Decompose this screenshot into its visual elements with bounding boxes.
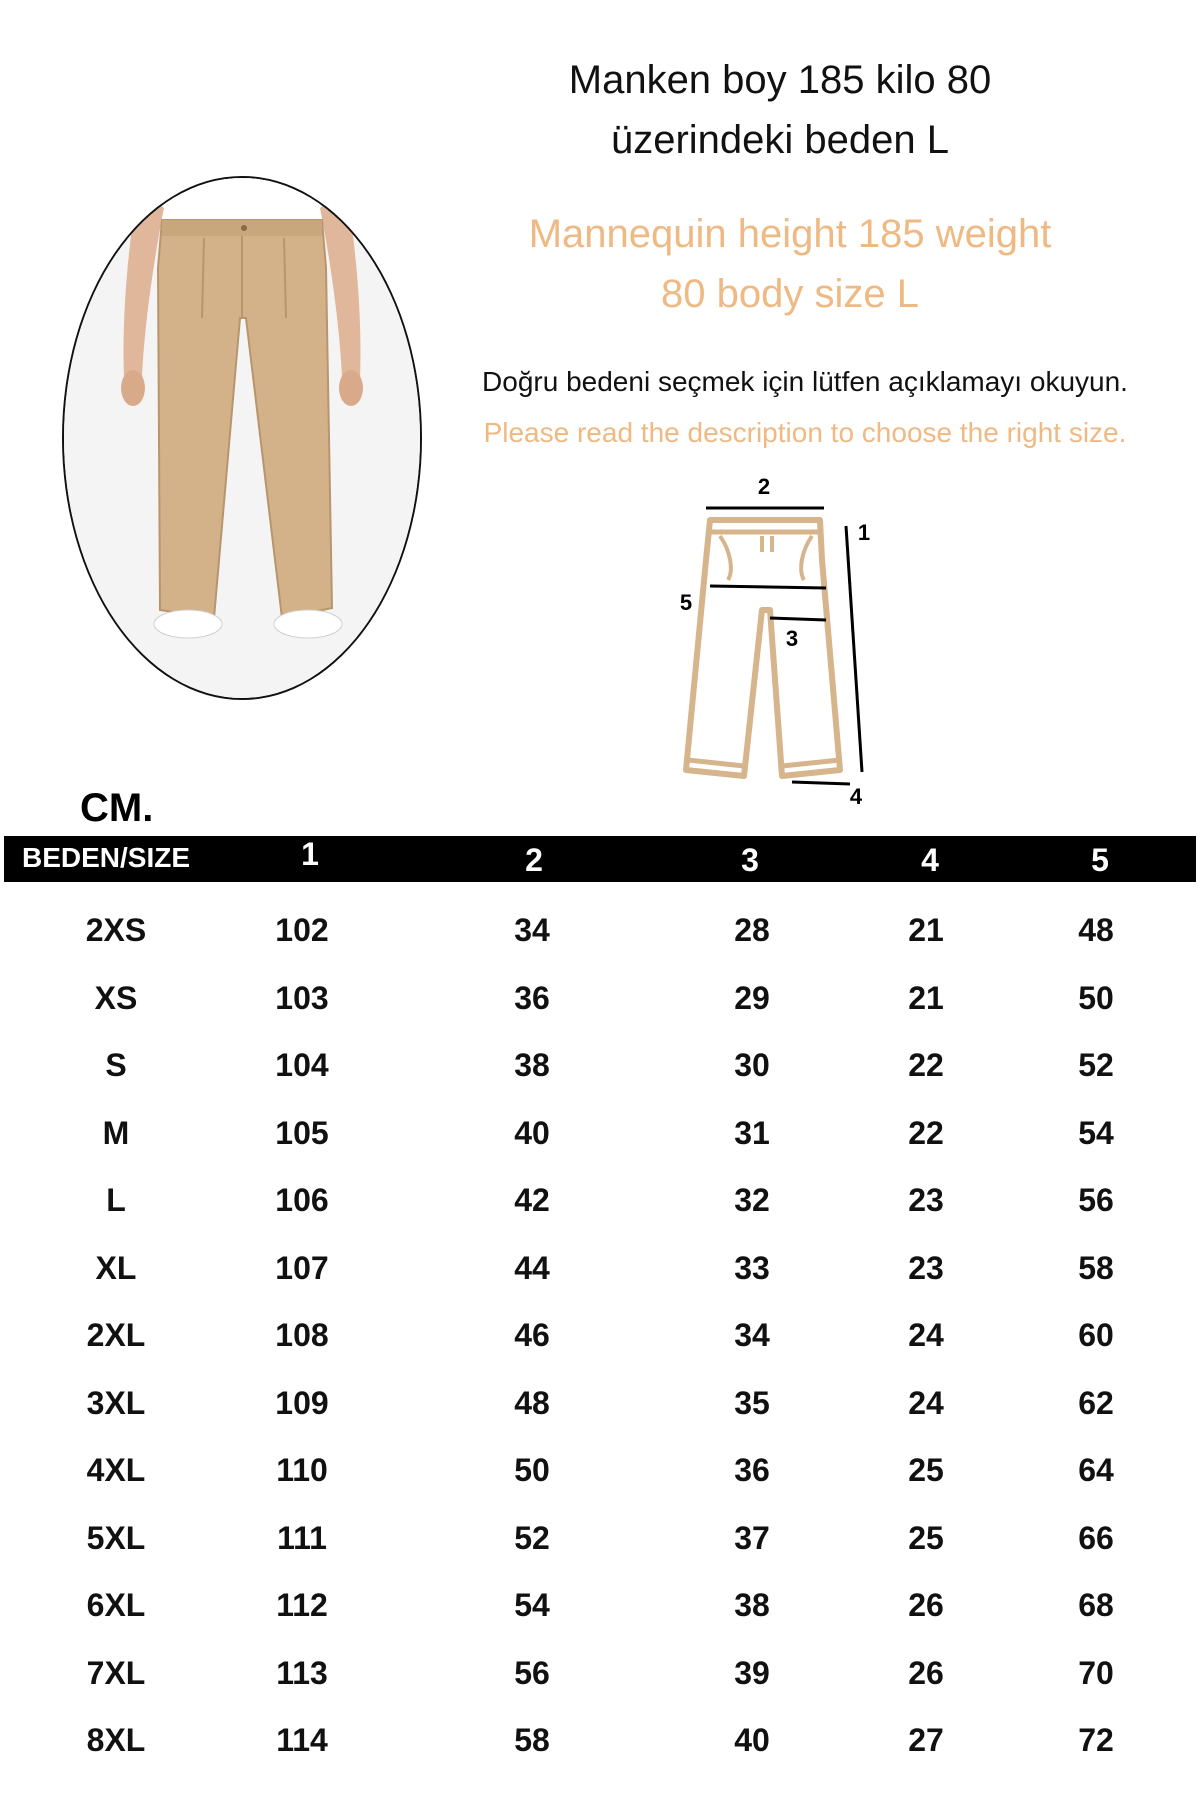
- measure-cell-3: 37: [734, 1519, 770, 1556]
- measure-cell-5: 60: [1078, 1317, 1114, 1353]
- diagram-label-2: 2: [757, 474, 771, 499]
- measure-cell-4: 22: [908, 1047, 944, 1083]
- size-cell: 7XL: [86, 1654, 146, 1691]
- size-cell: XL: [95, 1249, 137, 1286]
- measure-cell-3: 35: [734, 1384, 770, 1421]
- measure-cell-4: 24: [908, 1384, 944, 1421]
- size-cell: S: [105, 1047, 127, 1083]
- size-cell: M: [102, 1114, 130, 1151]
- size-note-en: Please read the description to choose the right size.: [483, 417, 1127, 448]
- measure-cell-3: 32: [734, 1182, 770, 1218]
- measure-cell-2: 40: [514, 1114, 550, 1151]
- measure-cell-3: 30: [734, 1047, 770, 1083]
- measure-cell-5: 56: [1078, 1182, 1114, 1218]
- measure-cell-2: 54: [514, 1587, 550, 1623]
- trousers-measurement-diagram: [650, 470, 910, 820]
- diagram-label-3: 3: [785, 626, 799, 651]
- diagram-label-1: 1: [857, 520, 871, 545]
- measure-cell-1: 103: [275, 979, 329, 1016]
- measure-cell-5: 64: [1078, 1452, 1114, 1488]
- column-header-5: 5: [1091, 842, 1109, 878]
- measure-cell-2: 44: [514, 1249, 550, 1286]
- size-cell: L: [106, 1182, 126, 1218]
- measure-cell-2: 50: [514, 1452, 550, 1488]
- size-cell: 4XL: [86, 1452, 146, 1488]
- measure-cell-1: 104: [275, 1047, 329, 1083]
- measure-cell-4: 27: [908, 1722, 944, 1758]
- measure-cell-4: 22: [908, 1114, 944, 1151]
- measure-cell-2: 42: [514, 1182, 550, 1218]
- size-note-tr: Doğru bedeni seçmek için lütfen açıklamayı okuyun.: [482, 366, 1128, 397]
- diagram-label-4: 4: [849, 784, 863, 809]
- measure-cell-1: 112: [276, 1587, 328, 1623]
- measure-cell-5: 70: [1078, 1654, 1114, 1691]
- column-header-2: 2: [525, 842, 543, 878]
- measure-cell-4: 26: [908, 1587, 944, 1623]
- measure-cell-1: 106: [275, 1182, 329, 1218]
- measure-cell-3: 33: [734, 1249, 770, 1286]
- size-cell: 6XL: [86, 1587, 146, 1623]
- measure-cell-4: 21: [908, 979, 944, 1016]
- measure-cell-4: 21: [908, 912, 944, 948]
- measure-cell-5: 68: [1078, 1587, 1114, 1623]
- model-info-tr-line2: üzerindeki beden L: [610, 118, 950, 162]
- diagram-label-5: 5: [679, 590, 693, 615]
- model-info-tr-line1: Manken boy 185 kilo 80: [568, 58, 992, 102]
- measure-cell-2: 58: [514, 1722, 550, 1758]
- measure-cell-1: 102: [275, 912, 329, 948]
- measure-cell-3: 39: [734, 1654, 770, 1691]
- measure-cell-1: 107: [275, 1249, 329, 1286]
- column-header-1: 1: [301, 836, 319, 872]
- model-photo: [62, 176, 422, 700]
- column-header-size: BEDEN/SIZE: [22, 842, 191, 873]
- measure-cell-4: 25: [908, 1452, 944, 1488]
- measure-cell-2: 38: [514, 1047, 550, 1083]
- measure-cell-1: 105: [275, 1114, 329, 1151]
- measure-cell-5: 54: [1078, 1114, 1114, 1151]
- measure-cell-4: 24: [908, 1317, 944, 1353]
- measure-cell-4: 26: [908, 1654, 944, 1691]
- measure-cell-2: 56: [514, 1654, 550, 1691]
- model-info-en-line2: 80 body size L: [661, 272, 919, 316]
- size-cell: 5XL: [86, 1519, 146, 1556]
- measure-cell-1: 109: [275, 1384, 329, 1421]
- size-cell: 8XL: [86, 1722, 146, 1758]
- measure-cell-1: 113: [276, 1654, 328, 1691]
- size-table-header: [4, 836, 1196, 882]
- size-cell: 2XS: [85, 912, 147, 948]
- measure-cell-4: 25: [908, 1519, 944, 1556]
- measure-cell-3: 34: [734, 1317, 770, 1353]
- measure-cell-2: 48: [514, 1384, 550, 1421]
- measure-cell-2: 36: [514, 979, 550, 1016]
- measure-cell-2: 52: [514, 1519, 550, 1556]
- measure-cell-3: 31: [734, 1114, 770, 1151]
- measure-cell-1: 108: [275, 1317, 329, 1353]
- measure-cell-1: 111: [277, 1519, 327, 1556]
- measure-cell-5: 50: [1078, 979, 1114, 1016]
- measure-cell-5: 62: [1078, 1384, 1114, 1421]
- measure-cell-5: 66: [1078, 1519, 1114, 1556]
- measure-cell-1: 114: [276, 1722, 328, 1758]
- measure-cell-3: 38: [734, 1587, 770, 1623]
- measure-cell-2: 46: [514, 1317, 550, 1353]
- measure-cell-5: 72: [1078, 1722, 1114, 1758]
- measure-cell-1: 110: [276, 1452, 328, 1488]
- measure-cell-3: 40: [734, 1722, 770, 1758]
- measure-cell-3: 28: [734, 912, 770, 948]
- measure-cell-4: 23: [908, 1182, 944, 1218]
- measure-cell-5: 52: [1078, 1047, 1114, 1083]
- measure-cell-3: 29: [734, 979, 770, 1016]
- size-cell: 3XL: [86, 1384, 146, 1421]
- size-cell: XS: [94, 979, 138, 1016]
- column-header-3: 3: [741, 842, 759, 878]
- measure-cell-5: 48: [1078, 912, 1114, 948]
- size-cell: 2XL: [86, 1317, 146, 1353]
- model-info-en-line1: Mannequin height 185 weight: [528, 212, 1052, 256]
- measure-cell-2: 34: [514, 912, 550, 948]
- measure-cell-4: 23: [908, 1249, 944, 1286]
- column-header-4: 4: [921, 842, 939, 878]
- measure-cell-3: 36: [734, 1452, 770, 1488]
- unit-label: CM.: [80, 786, 154, 830]
- measure-cell-5: 58: [1078, 1249, 1114, 1286]
